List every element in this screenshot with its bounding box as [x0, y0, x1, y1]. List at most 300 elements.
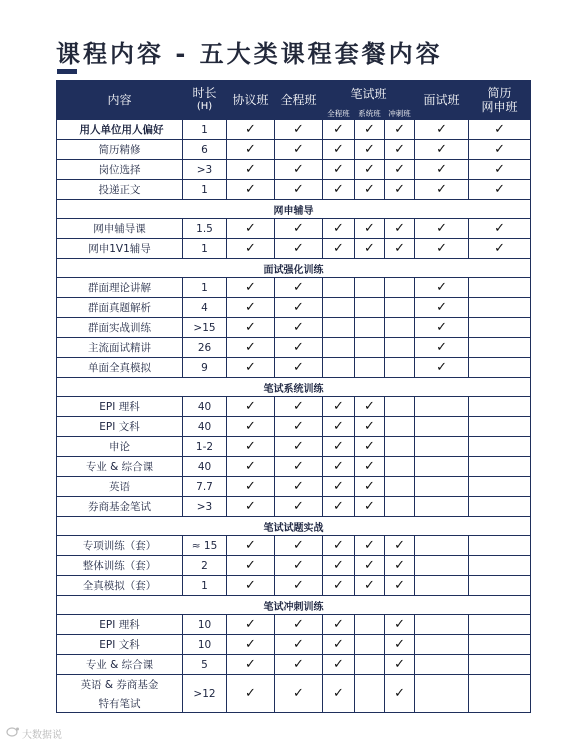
row-label-text: EPI 理科: [99, 619, 140, 631]
check-cell: [323, 219, 355, 239]
check-cell: [415, 278, 469, 298]
check-icon: ✓: [333, 637, 344, 652]
table-row: [57, 655, 531, 675]
check-icon: ✓: [293, 578, 304, 593]
check-cell: [323, 457, 355, 477]
check-icon: ✓: [245, 122, 256, 137]
check-icon: ✓: [394, 241, 405, 256]
check-icon: ✓: [436, 340, 447, 355]
check-cell: [385, 675, 415, 713]
check-icon: ✓: [333, 122, 344, 137]
check-icon: ✓: [364, 499, 375, 514]
row-label: [57, 615, 183, 635]
table-row: [57, 298, 531, 318]
row-hours: 40: [183, 457, 227, 477]
check-icon: ✓: [394, 686, 405, 701]
check-cell: [323, 358, 355, 378]
check-cell: [355, 437, 385, 457]
check-icon: ✓: [364, 241, 375, 256]
check-icon: ✓: [333, 459, 344, 474]
check-cell: [469, 615, 531, 635]
row-label-text: 专业 & 综合课: [85, 659, 154, 671]
check-cell: [469, 655, 531, 675]
check-icon: ✓: [245, 578, 256, 593]
check-icon: ✓: [293, 241, 304, 256]
check-cell: [275, 160, 323, 180]
page-title: 课程内容 - 五大类课程套餐内容: [56, 40, 443, 68]
table-row: [57, 457, 531, 477]
table-row: [57, 615, 531, 635]
row-hours: 7.7: [183, 477, 227, 497]
check-cell: [227, 635, 275, 655]
check-cell: [275, 437, 323, 457]
check-cell: [415, 298, 469, 318]
check-icon: ✓: [394, 617, 405, 632]
check-cell: [469, 318, 531, 338]
table-row: [57, 239, 531, 259]
check-cell: [227, 219, 275, 239]
row-label-text: 群面真题解析: [88, 302, 151, 314]
row-hours: 40: [183, 397, 227, 417]
check-icon: ✓: [394, 538, 405, 553]
table-row: [57, 675, 531, 713]
check-icon: ✓: [364, 558, 375, 573]
check-cell: [323, 160, 355, 180]
check-cell: [275, 397, 323, 417]
check-cell: [385, 437, 415, 457]
check-icon: ✓: [436, 142, 447, 157]
check-icon: ✓: [394, 182, 405, 197]
check-cell: [415, 615, 469, 635]
check-cell: [469, 219, 531, 239]
check-cell: [385, 219, 415, 239]
row-label: [57, 556, 183, 576]
row-label: [57, 635, 183, 655]
check-icon: ✓: [245, 241, 256, 256]
check-icon: ✓: [333, 657, 344, 672]
check-icon: ✓: [436, 122, 447, 137]
row-label-text: EPI 文科: [99, 639, 140, 651]
check-cell: [469, 239, 531, 259]
row-label: [57, 140, 183, 160]
check-icon: ✓: [436, 280, 447, 295]
check-icon: ✓: [333, 499, 344, 514]
check-icon: ✓: [293, 122, 304, 137]
row-hours: 40: [183, 417, 227, 437]
check-icon: ✓: [394, 558, 405, 573]
check-cell: [227, 180, 275, 200]
check-cell: [355, 239, 385, 259]
section-title: 网申辅导: [57, 200, 531, 219]
check-cell: [469, 457, 531, 477]
check-cell: [323, 298, 355, 318]
check-icon: ✓: [245, 657, 256, 672]
check-cell: [385, 477, 415, 497]
check-cell: [323, 397, 355, 417]
row-label-text: 网申辅导课: [93, 223, 146, 235]
check-cell: [415, 160, 469, 180]
check-icon: ✓: [364, 439, 375, 454]
row-label: [57, 655, 183, 675]
check-cell: [469, 635, 531, 655]
check-icon: ✓: [245, 686, 256, 701]
check-icon: ✓: [245, 558, 256, 573]
check-cell: [415, 239, 469, 259]
row-label: [57, 417, 183, 437]
check-cell: [227, 556, 275, 576]
check-cell: [385, 318, 415, 338]
check-cell: [469, 477, 531, 497]
check-icon: ✓: [293, 617, 304, 632]
header-full: 全程班: [275, 81, 323, 120]
table-row: [57, 536, 531, 556]
row-hours: 2: [183, 556, 227, 576]
header-duration-unit: (H): [196, 101, 213, 112]
check-cell: [227, 397, 275, 417]
check-icon: ✓: [245, 439, 256, 454]
check-cell: [275, 219, 323, 239]
table-row: [57, 278, 531, 298]
header-interview: 面试班: [415, 81, 469, 120]
check-cell: [227, 536, 275, 556]
check-cell: [385, 298, 415, 318]
check-cell: [385, 120, 415, 140]
check-cell: [275, 239, 323, 259]
row-label-text: 券商基金笔试: [88, 501, 151, 513]
row-hours: 10: [183, 615, 227, 635]
row-label-text: 简历精修: [98, 144, 141, 156]
row-label: [57, 675, 183, 713]
row-label-text: 主流面试精讲: [88, 342, 151, 354]
check-icon: ✓: [333, 578, 344, 593]
check-cell: [355, 576, 385, 596]
check-icon: ✓: [333, 479, 344, 494]
check-cell: [355, 655, 385, 675]
check-cell: [355, 417, 385, 437]
check-cell: [323, 536, 355, 556]
check-cell: [275, 576, 323, 596]
check-icon: ✓: [494, 122, 505, 137]
check-icon: ✓: [436, 320, 447, 335]
check-cell: [415, 417, 469, 437]
check-cell: [355, 298, 385, 318]
check-cell: [469, 120, 531, 140]
section-row: [57, 378, 531, 397]
check-cell: [385, 615, 415, 635]
row-hours: 6: [183, 140, 227, 160]
check-icon: ✓: [245, 162, 256, 177]
check-cell: [323, 180, 355, 200]
check-cell: [415, 675, 469, 713]
check-cell: [385, 635, 415, 655]
row-label-text: 岗位选择: [98, 164, 141, 176]
check-cell: [385, 160, 415, 180]
row-label: [57, 536, 183, 556]
check-cell: [323, 635, 355, 655]
section-title: 笔试冲刺训练: [57, 596, 531, 615]
row-label: [57, 278, 183, 298]
check-cell: [227, 457, 275, 477]
check-icon: ✓: [333, 221, 344, 236]
check-cell: [227, 675, 275, 713]
check-cell: [323, 239, 355, 259]
row-hours: 1: [183, 120, 227, 140]
header-duration: [183, 81, 227, 120]
row-label: [57, 239, 183, 259]
check-icon: ✓: [333, 399, 344, 414]
check-cell: [227, 318, 275, 338]
check-cell: [275, 278, 323, 298]
check-icon: ✓: [245, 637, 256, 652]
check-cell: [355, 536, 385, 556]
check-icon: ✓: [333, 686, 344, 701]
table-row: [57, 358, 531, 378]
check-icon: ✓: [293, 479, 304, 494]
row-label: [57, 219, 183, 239]
row-hours: >15: [183, 318, 227, 338]
check-icon: ✓: [333, 439, 344, 454]
check-icon: ✓: [394, 637, 405, 652]
row-hours: 4: [183, 298, 227, 318]
check-icon: ✓: [245, 142, 256, 157]
check-cell: [275, 655, 323, 675]
check-cell: [415, 140, 469, 160]
check-icon: ✓: [394, 578, 405, 593]
row-hours: 1-2: [183, 437, 227, 457]
check-icon: ✓: [245, 479, 256, 494]
table-row: [57, 576, 531, 596]
check-cell: [355, 457, 385, 477]
check-cell: [415, 576, 469, 596]
row-label-text: EPI 理科: [99, 401, 140, 413]
check-cell: [415, 219, 469, 239]
check-cell: [415, 338, 469, 358]
check-icon: ✓: [293, 221, 304, 236]
row-label: [57, 298, 183, 318]
check-icon: ✓: [293, 459, 304, 474]
check-icon: ✓: [245, 360, 256, 375]
check-cell: [385, 180, 415, 200]
row-hours: >3: [183, 497, 227, 517]
check-cell: [275, 298, 323, 318]
section-row: [57, 596, 531, 615]
check-cell: [469, 338, 531, 358]
table-row: [57, 338, 531, 358]
check-icon: ✓: [333, 419, 344, 434]
check-cell: [469, 160, 531, 180]
check-cell: [469, 576, 531, 596]
row-label-text: 申论: [109, 441, 130, 453]
check-icon: ✓: [364, 538, 375, 553]
table-body: [57, 120, 531, 713]
row-label: [57, 477, 183, 497]
header-protocol: 协议班: [227, 81, 275, 120]
check-cell: [469, 278, 531, 298]
check-icon: ✓: [245, 419, 256, 434]
check-icon: ✓: [245, 499, 256, 514]
check-cell: [227, 278, 275, 298]
check-icon: ✓: [293, 637, 304, 652]
check-cell: [385, 556, 415, 576]
table-row: [57, 180, 531, 200]
check-cell: [385, 417, 415, 437]
check-cell: [355, 180, 385, 200]
row-hours: ≈ 15: [183, 536, 227, 556]
check-icon: ✓: [245, 221, 256, 236]
check-icon: ✓: [333, 142, 344, 157]
check-icon: ✓: [293, 538, 304, 553]
check-icon: ✓: [364, 419, 375, 434]
title-underline: [57, 69, 77, 74]
table-row: [57, 635, 531, 655]
check-cell: [227, 437, 275, 457]
row-label: [57, 397, 183, 417]
check-icon: ✓: [494, 241, 505, 256]
check-cell: [415, 437, 469, 457]
check-cell: [323, 318, 355, 338]
check-cell: [355, 615, 385, 635]
check-cell: [227, 140, 275, 160]
check-cell: [469, 140, 531, 160]
check-cell: [469, 397, 531, 417]
row-hours: 1: [183, 278, 227, 298]
row-hours: 26: [183, 338, 227, 358]
check-cell: [227, 655, 275, 675]
table-row: [57, 477, 531, 497]
check-icon: ✓: [293, 142, 304, 157]
check-icon: ✓: [436, 221, 447, 236]
check-icon: ✓: [293, 360, 304, 375]
check-cell: [275, 120, 323, 140]
check-icon: ✓: [245, 320, 256, 335]
check-cell: [385, 457, 415, 477]
row-label: [57, 180, 183, 200]
check-cell: [275, 477, 323, 497]
check-cell: [275, 140, 323, 160]
table-row: [57, 556, 531, 576]
check-icon: ✓: [436, 300, 447, 315]
check-cell: [323, 477, 355, 497]
check-icon: ✓: [293, 657, 304, 672]
check-cell: [227, 417, 275, 437]
check-icon: ✓: [293, 320, 304, 335]
section-row: [57, 200, 531, 219]
check-cell: [355, 675, 385, 713]
check-icon: ✓: [245, 182, 256, 197]
check-cell: [227, 239, 275, 259]
check-cell: [415, 397, 469, 417]
check-cell: [275, 556, 323, 576]
section-title: 笔试试题实战: [57, 517, 531, 536]
check-icon: ✓: [436, 241, 447, 256]
check-cell: [355, 278, 385, 298]
check-cell: [275, 675, 323, 713]
check-icon: ✓: [436, 182, 447, 197]
check-icon: ✓: [293, 340, 304, 355]
check-cell: [469, 417, 531, 437]
header-content: 内容: [57, 81, 183, 120]
check-icon: ✓: [293, 300, 304, 315]
check-cell: [275, 536, 323, 556]
table-row: [57, 417, 531, 437]
check-icon: ✓: [394, 657, 405, 672]
check-cell: [385, 358, 415, 378]
check-icon: ✓: [245, 280, 256, 295]
check-cell: [275, 635, 323, 655]
check-cell: [385, 239, 415, 259]
check-cell: [227, 358, 275, 378]
check-cell: [415, 120, 469, 140]
check-cell: [415, 477, 469, 497]
check-cell: [415, 358, 469, 378]
check-cell: [355, 160, 385, 180]
check-cell: [415, 635, 469, 655]
row-label: [57, 338, 183, 358]
check-cell: [275, 497, 323, 517]
check-cell: [323, 675, 355, 713]
check-cell: [385, 397, 415, 417]
check-cell: [385, 576, 415, 596]
check-cell: [469, 675, 531, 713]
check-cell: [469, 298, 531, 318]
section-row: [57, 259, 531, 278]
check-cell: [355, 219, 385, 239]
check-cell: [227, 160, 275, 180]
header-duration-label: 时长: [192, 86, 217, 100]
check-cell: [415, 536, 469, 556]
check-icon: ✓: [333, 558, 344, 573]
check-icon: ✓: [245, 300, 256, 315]
check-cell: [355, 358, 385, 378]
check-icon: ✓: [436, 360, 447, 375]
check-cell: [275, 417, 323, 437]
header-resume: [469, 81, 531, 120]
row-label-text: 整体训练（套）: [82, 560, 157, 572]
check-cell: [469, 497, 531, 517]
table-row: [57, 437, 531, 457]
check-icon: ✓: [333, 241, 344, 256]
check-cell: [227, 477, 275, 497]
check-cell: [385, 140, 415, 160]
row-label: [57, 160, 183, 180]
check-cell: [323, 120, 355, 140]
check-cell: [355, 556, 385, 576]
row-label-text: 单面全真模拟: [88, 362, 151, 374]
check-icon: ✓: [245, 340, 256, 355]
row-label-text: 全真模拟（套）: [82, 580, 157, 592]
row-hours: 10: [183, 635, 227, 655]
check-cell: [415, 457, 469, 477]
row-label-text: 用人单位用人偏好: [79, 124, 164, 136]
check-icon: ✓: [364, 578, 375, 593]
check-cell: [415, 556, 469, 576]
row-label: [57, 437, 183, 457]
row-hours: >12: [183, 675, 227, 713]
check-cell: [323, 338, 355, 358]
check-icon: ✓: [364, 142, 375, 157]
check-cell: [275, 180, 323, 200]
check-icon: ✓: [364, 182, 375, 197]
row-label: [57, 576, 183, 596]
check-cell: [275, 615, 323, 635]
check-icon: ✓: [364, 162, 375, 177]
check-icon: ✓: [364, 221, 375, 236]
check-cell: [469, 536, 531, 556]
row-hours: 1: [183, 239, 227, 259]
row-label-text: 专业 & 综合课: [85, 461, 154, 473]
row-label: [57, 457, 183, 477]
row-label-text-line2: 特有笔试: [98, 697, 141, 710]
